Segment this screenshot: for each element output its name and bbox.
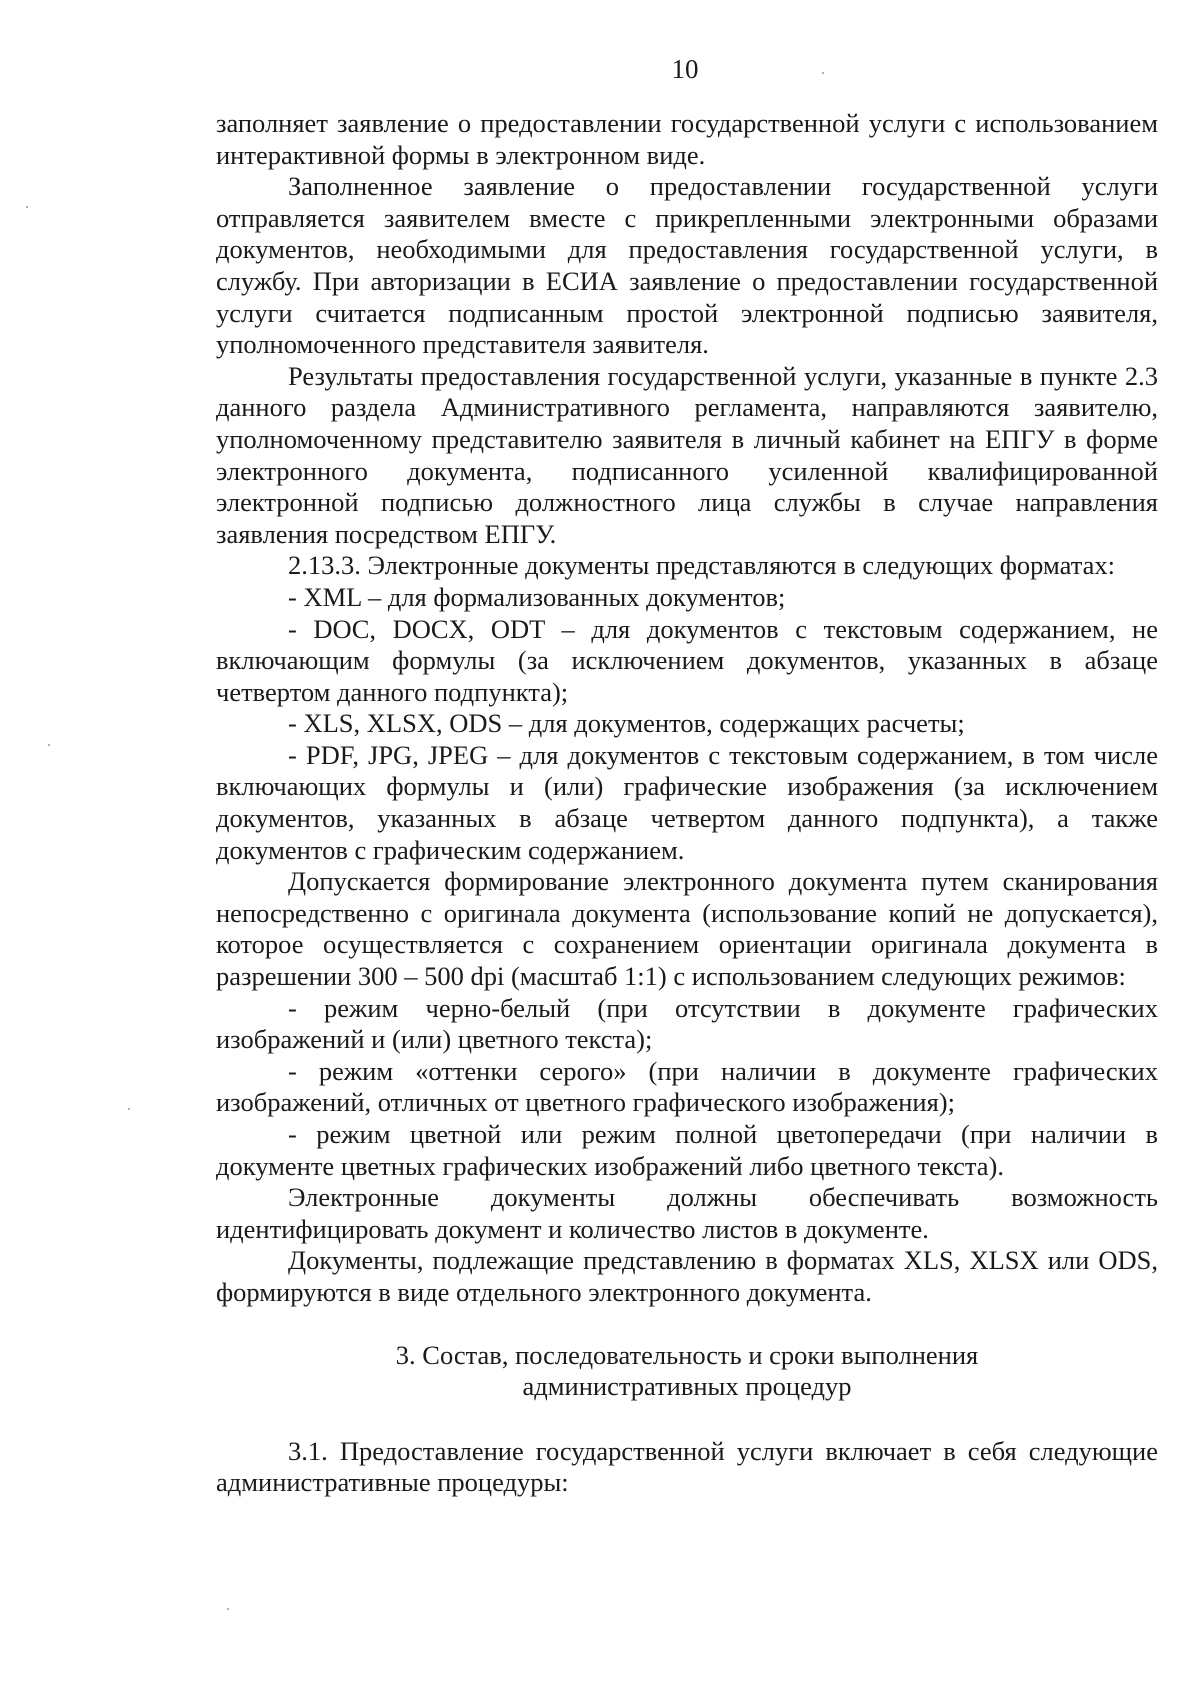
section-heading-line-2: административных процедур (522, 1371, 852, 1402)
list-item-doc: - DOC, DOCX, ODT – для документов с текстовым содержанием, не включающим формулы (за исключением документов, указанных в абзаце четвертом данного подпункта); (216, 613, 1158, 707)
list-item-xls: - XLS, XLSX, ODS – для документов, содержащих расчеты; (288, 708, 965, 739)
paragraph-scanning: Допускается формирование электронного документа путем сканирования непосредственно с оригинала документа (использование копий не допускается), которое осуществляется с сохранением ориентации оригинала документа в разрешении 300 – 500 dpi (масштаб 1:1) с использованием следующих режимов: (216, 866, 1158, 992)
paragraph-identification: Электронные документы должны обеспечивать возможность идентифицировать документ и количество листов в документе. (216, 1182, 1158, 1244)
scan-speck (128, 1108, 130, 1110)
document-body (216, 108, 1158, 1499)
list-item-mode-gray: - режим «оттенки серого» (при наличии в документе графических изображений, отличных от цветного графического изображения); (216, 1055, 1158, 1118)
list-item-xml: - XML – для формализованных документов; (288, 581, 786, 612)
paragraph-continuation: заполняет заявление о предоставлении государственной услуги с использованием интерактивной формы в электронном виде. (216, 108, 1158, 170)
scan-speck (26, 206, 28, 208)
paragraph-3-1: 3.1. Предоставление государственной услуги включает в себя следующие административные процедуры: (216, 1435, 1158, 1498)
paragraph-spreadsheets: Документы, подлежащие представлению в форматах XLS, XLSX или ODS, формируются в виде отдельного электронного документа. (216, 1245, 1158, 1307)
paragraph-2-13-3: 2.13.3. Электронные документы представляются в следующих форматах: (288, 550, 1115, 581)
scan-speck (48, 744, 50, 746)
section-heading-line-1: 3. Состав, последовательность и сроки выполнения (395, 1339, 979, 1370)
section-heading (216, 1340, 1158, 1403)
list-item-pdf: - PDF, JPG, JPEG – для документов с текстовым содержанием, в том числе включающих формулы и (или) графические изображения (за исключением документов, указанных в абзаце четвертом данного подпункта), а также документов с графическим содержанием. (216, 739, 1158, 865)
list-item-mode-bw: - режим черно-белый (при отсутствии в документе графических изображений и (или) цветного текста); (216, 992, 1158, 1055)
page-number: 10 (671, 54, 699, 84)
scan-speck (227, 1608, 229, 1610)
scan-speck (822, 72, 824, 74)
paragraph-submitted-application: Заполненное заявление о предоставлении государственной услуги отправляется заявителем вместе с прикрепленными электронными образами документов, необходимыми для предоставления государственной услуги, в службу. При авторизации в ЕСИА заявление о предоставлении государственной услуги считается подписанным простой электронной подписью заявителя, уполномоченного представителя заявителя. (216, 171, 1158, 360)
list-item-mode-color: - режим цветной или режим полной цветопередачи (при наличии в документе цветных графических изображений либо цветного текста). (216, 1119, 1158, 1181)
paragraph-results: Результаты предоставления государственной услуги, указанные в пункте 2.3 данного раздела Административного регламента, направляются заявителю, уполномоченному представителю заявителя в личный кабинет на ЕПГУ в форме электронного документа, подписанного усиленной квалифицированной электронной подписью должностного лица службы в случае направления заявления посредством ЕПГУ. (216, 360, 1158, 549)
